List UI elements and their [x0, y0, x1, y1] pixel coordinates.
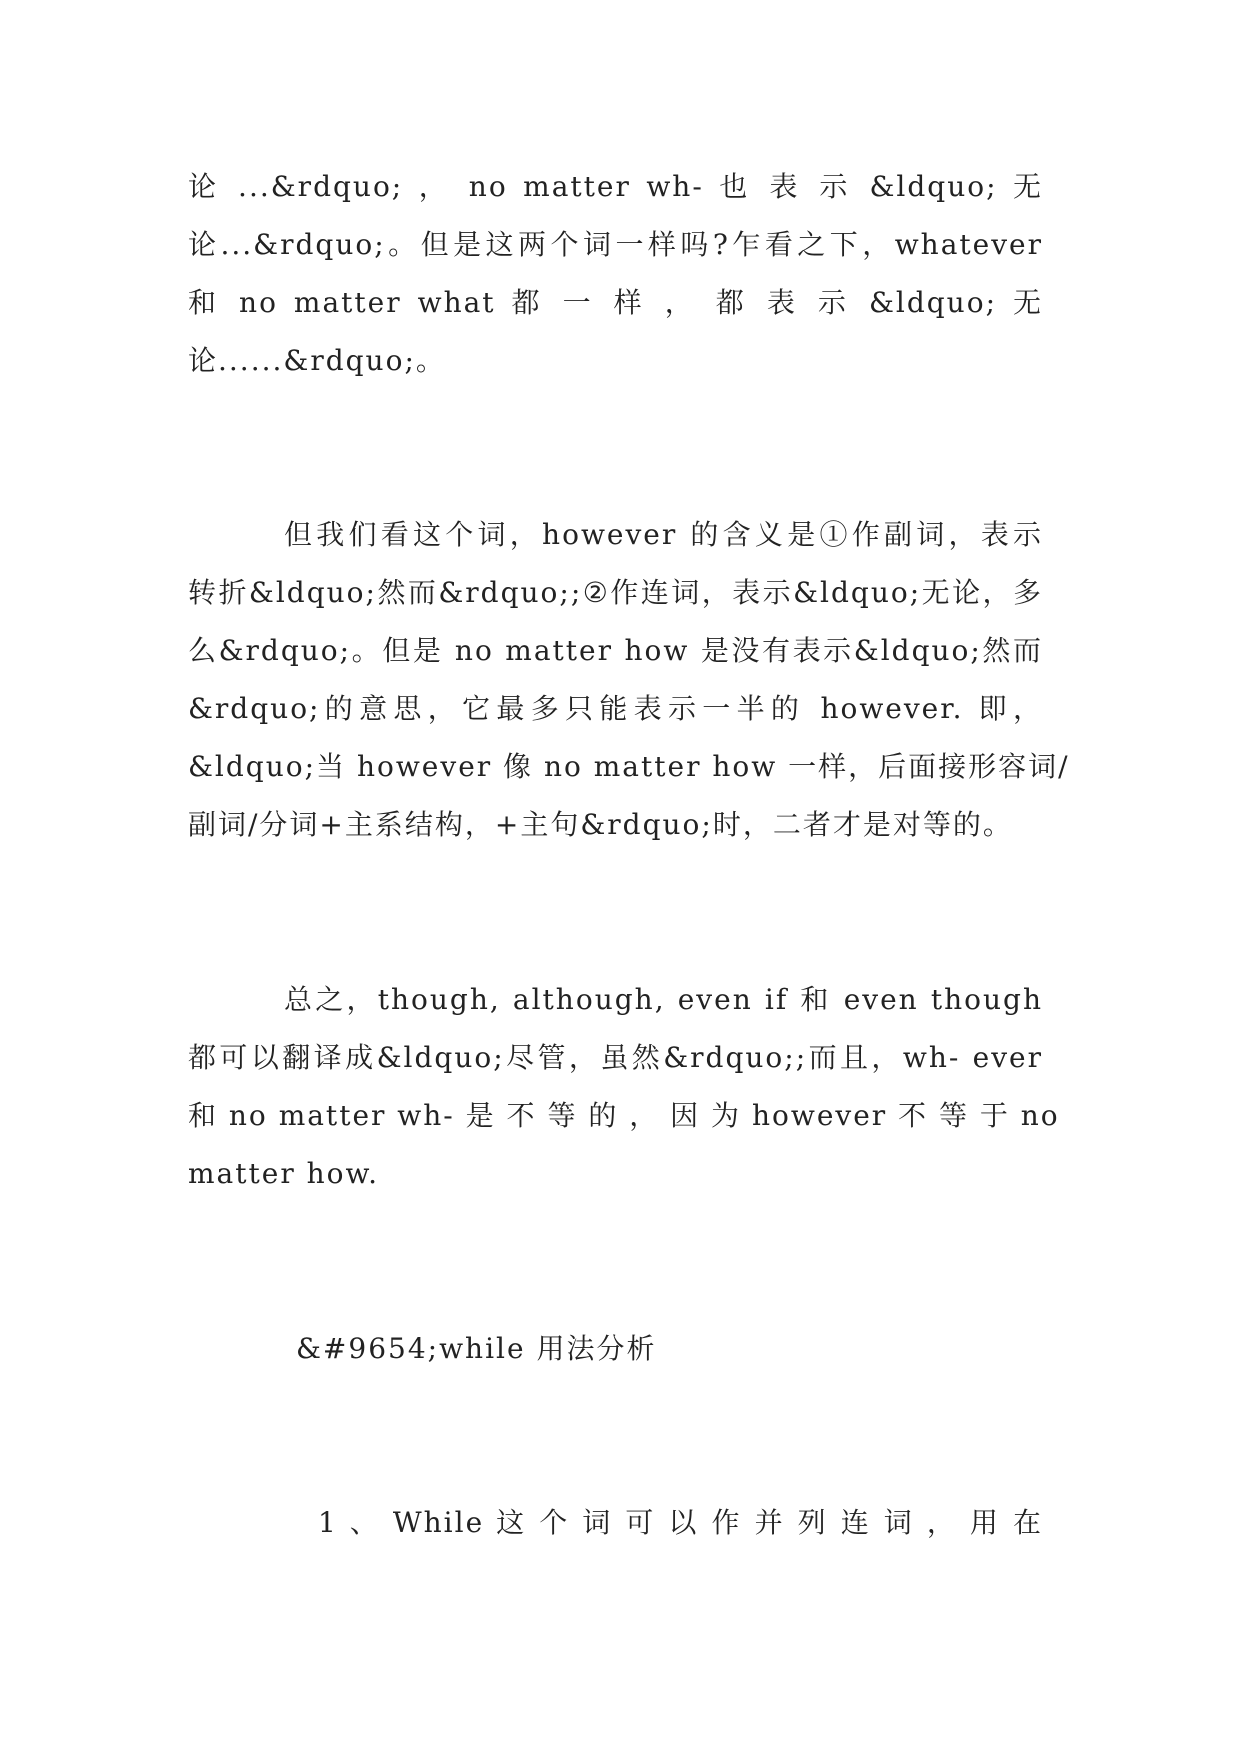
text-line: 总之，though, although, even if 和 even though	[284, 983, 1043, 1016]
heading-text: &#9654;while 用法分析	[296, 1332, 657, 1365]
text-line: 副词/分词+主系结构，+主句&rdquo;时，二者才是对等的。	[188, 808, 1013, 841]
text-line: 论......&rdquo;。	[188, 344, 446, 377]
text-line: 都可以翻译成&ldquo;尽管，虽然&rdquo;;而且，wh- ever	[188, 1041, 1043, 1074]
text-line: 和 no matter what 都 一 样 ， 都 表 示 &ldquo; 无	[188, 286, 1043, 319]
section-heading-while	[296, 1320, 696, 1378]
paragraph-no-matter-wh	[188, 158, 1043, 390]
text-line: 转折&ldquo;然而&rdquo;;②作连词，表示&ldquo;无论，多	[188, 576, 1043, 609]
text-line: 论 ...&rdquo; ， no matter wh- 也 表 示 &ldquo; 无	[188, 170, 1043, 203]
text-line: 1 、 While 这 个 词 可 以 作 并 列 连 词 ， 用 在	[318, 1506, 1043, 1539]
paragraph-summary	[188, 971, 1060, 1203]
text-line: 论...&rdquo;。但是这两个词一样吗?乍看之下，whatever	[188, 228, 1043, 261]
paragraph-while-usage	[318, 1494, 1043, 1552]
text-line: 但我们看这个词，however 的含义是①作副词，表示	[284, 518, 1043, 551]
text-line: &ldquo;当 however 像 no matter how 一样，后面接形容词/	[188, 750, 1070, 783]
text-line: &rdquo;的意思，它最多只能表示一半的 however. 即，	[188, 692, 1043, 725]
text-line: 和 no matter wh- 是 不 等 的 ， 因 为 however 不 等 于 no	[188, 1099, 1060, 1132]
text-line: matter how.	[188, 1157, 380, 1190]
text-line: 么&rdquo;。但是 no matter how 是没有表示&ldquo;然而	[188, 634, 1043, 667]
paragraph-however	[188, 506, 1070, 854]
